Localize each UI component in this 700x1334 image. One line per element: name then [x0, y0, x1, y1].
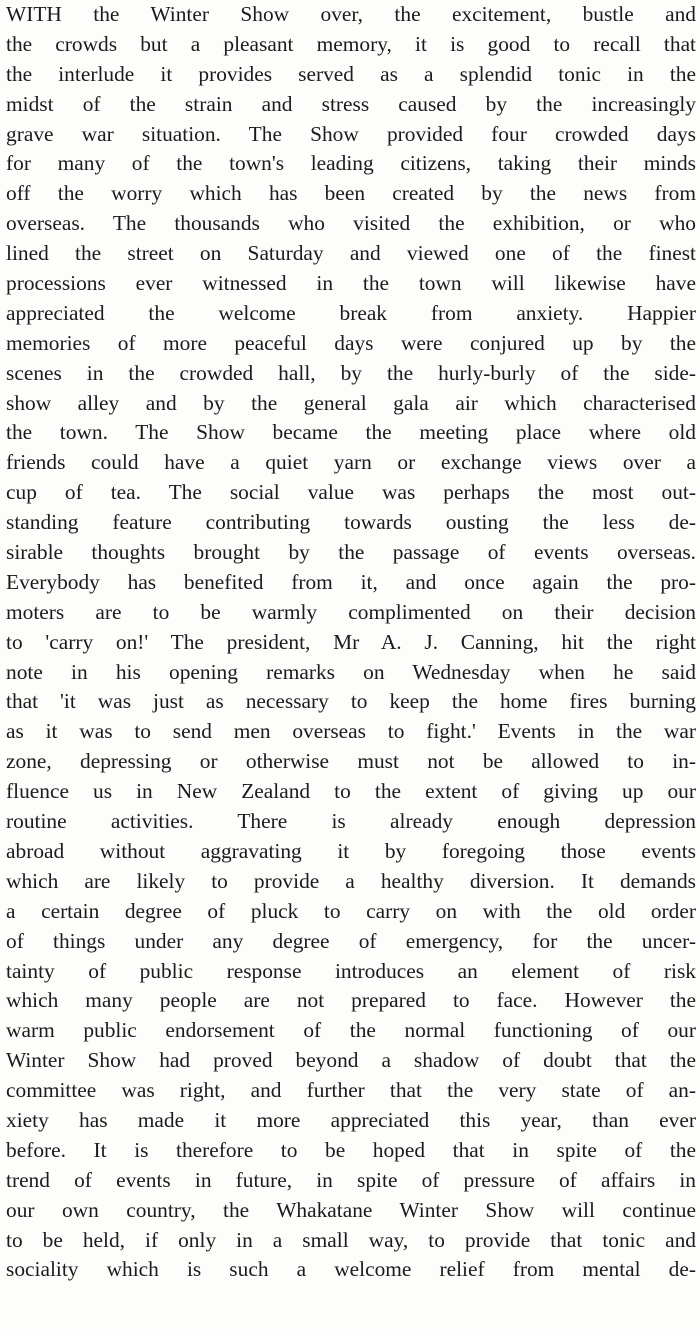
article-line: which are likely to provide a healthy diversion. It demands	[6, 868, 696, 893]
article-line: abroad without aggravating it by foregoing those events	[6, 838, 696, 863]
article-line: tainty of public response introduces an element of risk	[6, 958, 696, 983]
article-line: as it was to send men overseas to fight.' Events in the war	[6, 719, 696, 744]
article-line: for many of the town's leading citizens, taking their minds	[6, 151, 696, 176]
article-line: memories of more peaceful days were conjured up by the	[6, 330, 696, 355]
article-line: that 'it was just as necessary to keep the home fires burning	[6, 689, 696, 714]
article-line: before. It is therefore to be hoped that in spite of the	[6, 1137, 696, 1162]
article-line: trend of events in future, in spite of pressure of affairs in	[6, 1167, 696, 1192]
article-line: WITH the Winter Show over, the excitement, bustle and	[6, 2, 696, 26]
article-line: moters are to be warmly complimented on their decision	[6, 599, 696, 624]
article-line: the interlude it provides served as a splendid tonic in the	[6, 61, 696, 86]
article-line: our own country, the Whakatane Winter Show will continue	[6, 1197, 696, 1222]
article-line: processions ever witnessed in the town will likewise have	[6, 271, 696, 296]
article-line: the crowds but a pleasant memory, it is good to recall that	[6, 31, 696, 56]
article-line: standing feature contributing towards ousting the less de-	[6, 510, 696, 535]
article-line: zone, depressing or otherwise must not be allowed to in-	[6, 749, 696, 774]
article-line: cup of tea. The social value was perhaps the most out-	[6, 480, 696, 505]
article-line: to 'carry on!' The president, Mr A. J. Canning, hit the right	[6, 629, 696, 654]
article-line: the town. The Show became the meeting place where old	[6, 420, 696, 445]
article-line: fluence us in New Zealand to the extent of giving up our	[6, 779, 696, 804]
article-line: committee was right, and further that the very state of an-	[6, 1078, 696, 1103]
article-line: sociality which is such a welcome relief from mental de-	[6, 1257, 696, 1282]
article-line: grave war situation. The Show provided four crowded days	[6, 121, 696, 146]
article-line: of things under any degree of emergency, for the uncer-	[6, 928, 696, 953]
article-line: sirable thoughts brought by the passage of events overseas.	[6, 540, 696, 565]
article-line: off the worry which has been created by the news from	[6, 181, 696, 206]
article-line: Everybody has benefited from it, and once again the pro-	[6, 569, 696, 594]
article-line: midst of the strain and stress caused by the increasingly	[6, 91, 696, 116]
article-line: note in his opening remarks on Wednesday when he said	[6, 659, 696, 684]
article-line: appreciated the welcome break from anxiety. Happier	[6, 300, 696, 325]
article-line: overseas. The thousands who visited the exhibition, or who	[6, 211, 696, 236]
article-line: a certain degree of pluck to carry on with the old order	[6, 898, 696, 923]
article-line: which many people are not prepared to face. However the	[6, 988, 696, 1013]
article-line: warm public endorsement of the normal functioning of our	[6, 1018, 696, 1043]
article-line: Winter Show had proved beyond a shadow of doubt that the	[6, 1048, 696, 1073]
editorial-article	[6, 0, 696, 1285]
article-line: xiety has made it more appreciated this year, than ever	[6, 1107, 696, 1132]
article-line: lined the street on Saturday and viewed one of the finest	[6, 241, 696, 266]
article-line: scenes in the crowded hall, by the hurly-burly of the side-	[6, 360, 696, 385]
article-line: routine activities. There is already enough depression	[6, 809, 696, 834]
article-line: to be held, if only in a small way, to provide that tonic and	[6, 1227, 696, 1252]
article-line: show alley and by the general gala air which characterised	[6, 390, 696, 415]
article-line: friends could have a quiet yarn or exchange views over a	[6, 450, 696, 475]
